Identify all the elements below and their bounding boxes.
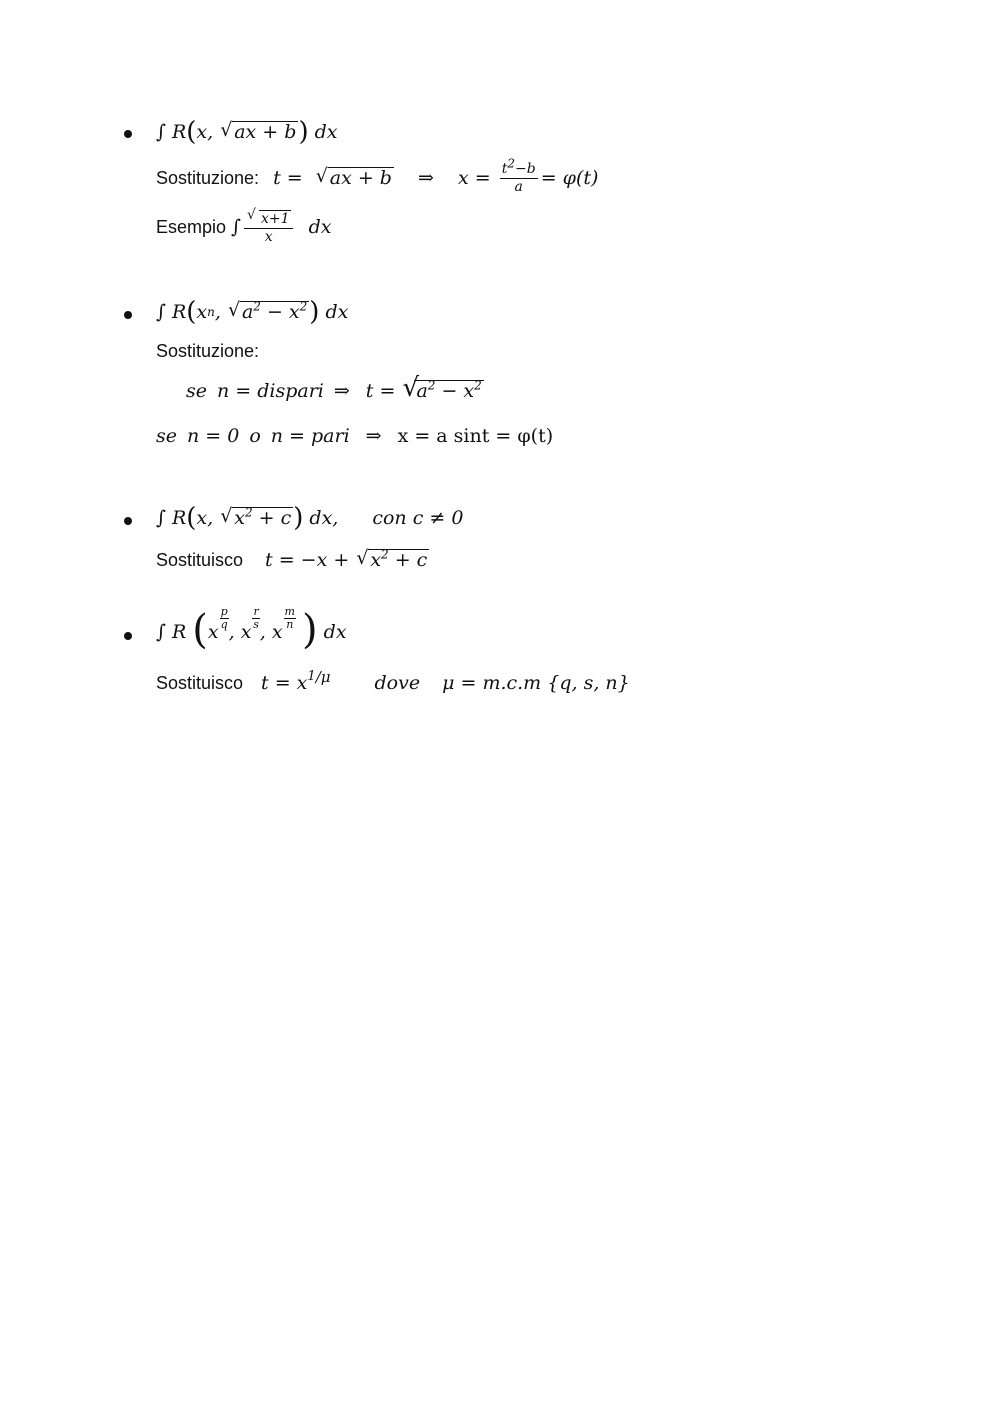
substitution-formula-4: $t = x^{1/\mu}$ <box>261 668 331 694</box>
example-formula: ∫ √ $\frac{x+1}{x}$ dx <box>231 210 331 246</box>
se-label: se <box>186 380 207 403</box>
sostituzione-label: Sostituzione: <box>156 168 260 189</box>
n-pari: n = pari <box>270 425 350 447</box>
section-1-heading: ∫ R ( x, √ ax + b ) dx <box>156 119 338 145</box>
condition-label: con c ≠ 0 <box>372 507 464 529</box>
sostituisco-label: Sostituisco <box>156 672 244 693</box>
mcm-formula: μ = m.c.m {q, s, n} <box>442 672 630 694</box>
section-3-substitution <box>156 549 429 572</box>
se-label: se <box>156 425 177 447</box>
section-2-case-dispari: se n = dispari ⇒ t = √ $a^2 - x^2$ <box>186 380 484 403</box>
substitution-formula-3: t = −x + √ $x^2 + c$ <box>265 549 429 572</box>
x-asint: x = a sint = φ(t) <box>397 425 554 447</box>
section-1-example <box>156 210 331 246</box>
section-2-sostituzione: Sostituzione: <box>156 341 260 361</box>
section-1-substitution <box>156 156 599 196</box>
section-4-substitution <box>156 668 630 694</box>
bullet-2 <box>124 311 132 319</box>
o-label: o <box>249 425 261 447</box>
section-2-case-pari: se n = 0 o n = pari ⇒ x = a sint = φ(t) <box>156 425 554 447</box>
sostituisco-label: Sostituisco <box>156 549 244 570</box>
esempio-label: Esempio <box>156 217 227 238</box>
dove-label: dove <box>374 672 421 694</box>
n-dispari: n = dispari <box>217 380 324 403</box>
section-4-heading: ∫ R ( x $\frac{p}{q}$ , x $\frac{r}{s}$ , x $\frac{m}{n}$ ) dx <box>156 604 347 653</box>
n-zero: n = 0 <box>187 425 240 447</box>
section-3-heading: ∫ R ( x, √ $x^2 + c$ ) dx, con c ≠ 0 <box>156 505 463 531</box>
section-2-heading: ∫ R ( x n , √ $a^2 - x^2$ ) dx <box>156 299 348 325</box>
bullet-4 <box>124 632 132 640</box>
bullet-1 <box>124 130 132 138</box>
bullet-3 <box>124 517 132 525</box>
substitution-formula: t = √ ax + b ⇒ x = $\frac{t2-b}{a}$ = φ(t) <box>273 162 598 196</box>
